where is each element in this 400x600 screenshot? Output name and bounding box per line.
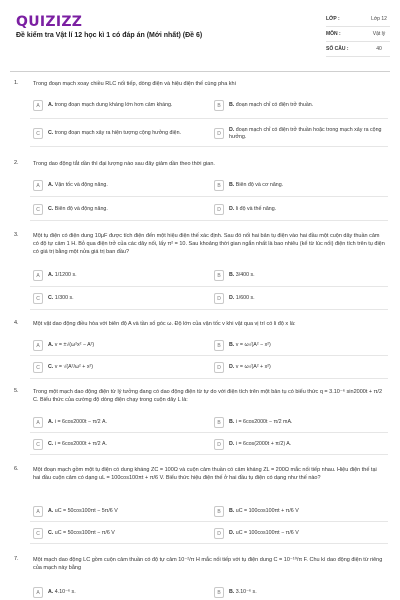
question-number: 7. bbox=[14, 556, 19, 562]
option-d[interactable] bbox=[214, 526, 384, 541]
question-text: Một mạch dao động LC gồm cuộn cảm thuần có độ tự cảm 10⁻²/π H mắc nối tiếp với tụ điện dung C = 10⁻¹⁰/π F. Chu kì dao động điện từ riêng của mạch này bằng bbox=[33, 557, 383, 571]
option-d[interactable] bbox=[214, 202, 384, 217]
option-b[interactable] bbox=[214, 98, 384, 113]
option-letter-badge: A bbox=[33, 270, 43, 281]
header-divider bbox=[10, 71, 390, 72]
option-label: C. bbox=[48, 295, 54, 301]
option-separator bbox=[30, 196, 388, 197]
option-label: D. bbox=[229, 295, 235, 301]
option-a[interactable] bbox=[33, 585, 193, 600]
option-separator bbox=[30, 118, 388, 119]
option-label: D. bbox=[229, 441, 235, 447]
option-letter-badge: A bbox=[33, 417, 43, 428]
option-separator bbox=[30, 309, 388, 310]
meta-row-grade bbox=[326, 12, 390, 27]
page-header bbox=[0, 0, 400, 70]
meta-info bbox=[326, 12, 390, 57]
option-letter-badge: D bbox=[214, 439, 224, 450]
option-b[interactable] bbox=[214, 338, 384, 353]
option-label: D. bbox=[229, 126, 235, 133]
option-a[interactable] bbox=[33, 415, 193, 430]
option-text: trong đoạn mạch dung kháng lớn hơn cảm kháng. bbox=[54, 102, 173, 108]
option-text: Biên độ và cơ năng. bbox=[235, 182, 284, 188]
option-text: đoạn mạch chỉ có điện trở thuần. bbox=[235, 102, 314, 108]
option-label: B. bbox=[229, 508, 235, 514]
option-a[interactable] bbox=[33, 178, 193, 193]
option-c[interactable] bbox=[33, 360, 193, 375]
option-separator bbox=[30, 521, 388, 522]
question-text: Một tụ điện có điện dung 10μF được tích điện đến một hiệu điện thế xác định. Sau đó nối hai bản tụ điện vào hai đầu một cuộn dây thuần cảm có độ tự cảm 1 H. Bỏ qua điện trở của các dây nối, lấy π² = 10. Sau khoảng thời gian ngắn nhất là bao nhiêu (kể từ lúc nối) điện tích trên tụ điện có giá trị bằng một nửa giá trị ban đầu? bbox=[33, 233, 385, 255]
option-label: C. bbox=[48, 530, 54, 536]
option-text: uC = 100cos100πt + π/6 V bbox=[235, 508, 299, 514]
option-text: i = 6cos2000t − π/2 mA. bbox=[235, 419, 293, 425]
option-label: A. bbox=[48, 342, 54, 348]
option-letter-badge: C bbox=[33, 439, 43, 450]
question-number: 3. bbox=[14, 232, 19, 238]
option-d[interactable] bbox=[214, 291, 384, 306]
question-number: 2. bbox=[14, 160, 19, 166]
option-separator bbox=[30, 146, 388, 147]
meta-key: MÔN : bbox=[326, 31, 341, 37]
question-number: 1. bbox=[14, 80, 19, 86]
option-label: A. bbox=[48, 589, 54, 595]
option-text: 1/1200 s. bbox=[54, 272, 77, 278]
option-letter-badge: D bbox=[214, 362, 224, 373]
option-letter-badge: C bbox=[33, 204, 43, 215]
option-text: li độ và thế năng. bbox=[235, 206, 277, 212]
option-text: đoạn mạch chỉ có điện trở thuần hoặc trong mạch xảy ra cộng hưởng. bbox=[229, 126, 382, 140]
option-c[interactable] bbox=[33, 126, 193, 141]
option-text: v = ω√(A² + x²) bbox=[235, 364, 271, 370]
question-text: Một vật dao động điều hòa với biên độ A và tần số góc ω. Độ lớn của vận tốc v khi vật qua vị trí có li độ x là: bbox=[33, 321, 296, 327]
option-text: v = √(A²/ω² + x²) bbox=[54, 364, 94, 370]
option-text: uC = 50cos100πt − π/6 V bbox=[54, 530, 115, 536]
option-text: uC = 50cos100πt − 5π/6 V bbox=[54, 508, 118, 514]
option-a[interactable] bbox=[33, 268, 193, 283]
option-letter-badge: C bbox=[33, 128, 43, 139]
meta-row-subject bbox=[326, 27, 390, 42]
option-d[interactable] bbox=[214, 360, 384, 375]
meta-value: Vật lý bbox=[372, 31, 386, 37]
option-letter-badge: B bbox=[214, 417, 224, 428]
option-separator bbox=[30, 286, 388, 287]
option-label: D. bbox=[229, 206, 235, 212]
option-c[interactable] bbox=[33, 437, 193, 452]
option-letter-badge: B bbox=[214, 270, 224, 281]
option-label: B. bbox=[229, 342, 235, 348]
question-text: Một đoạn mạch gồm một tụ điện có dung kháng ZC = 100Ω và cuộn cảm thuần có cảm kháng ZL = 200Ω mắc nối tiếp nhau. Hiệu điện thế tại hai đầu cuộn cảm có dạng uL = 100cos100πt + π/6 V. Biểu thức hiệu điện thế ở hai đầu tụ điện có dạng như thế nào? bbox=[33, 467, 377, 481]
question-text: Trong đoạn mạch xoay chiều RLC nối tiếp, dòng điện và hiệu điện thế cùng pha khi bbox=[33, 81, 236, 87]
option-b[interactable] bbox=[214, 504, 384, 519]
option-label: A. bbox=[48, 508, 54, 514]
option-text: 1/300 s. bbox=[54, 295, 74, 301]
question-text: Trong một mạch dao động điện từ lý tưởng đang có dao động điện từ tự do với điện tích trên một bản tụ có biểu thức q = 3.10⁻⁶ sin2000t + π/2 C. Biểu thức của cường độ dòng điện chạy trong cuộn dây L là: bbox=[33, 389, 383, 403]
question-number: 5. bbox=[14, 388, 19, 394]
option-label: A. bbox=[48, 419, 54, 425]
option-letter-badge: D bbox=[214, 204, 224, 215]
option-a[interactable] bbox=[33, 338, 193, 353]
option-c[interactable] bbox=[33, 526, 193, 541]
option-separator bbox=[30, 432, 388, 433]
option-b[interactable] bbox=[214, 415, 384, 430]
option-label: A. bbox=[48, 102, 54, 108]
question-number: 4. bbox=[14, 320, 19, 326]
option-letter-badge: D bbox=[214, 528, 224, 539]
option-d[interactable] bbox=[214, 126, 384, 141]
option-b[interactable] bbox=[214, 268, 384, 283]
option-text: 4.10⁻⁶ s. bbox=[54, 589, 76, 595]
option-label: B. bbox=[229, 419, 235, 425]
question-text: Trong dao động tắt dần thì đại lượng nào sau đây giảm dần theo thời gian. bbox=[33, 161, 215, 167]
option-c[interactable] bbox=[33, 202, 193, 217]
option-text: i = 6cos2000t + π/2 A. bbox=[54, 441, 108, 447]
meta-row-count bbox=[326, 42, 390, 57]
option-letter-badge: A bbox=[33, 587, 43, 598]
option-text: uC = 100cos100πt − π/6 V bbox=[235, 530, 299, 536]
option-separator bbox=[30, 454, 388, 455]
option-label: B. bbox=[229, 589, 235, 595]
option-letter-badge: D bbox=[214, 293, 224, 304]
option-separator bbox=[30, 355, 388, 356]
option-label: C. bbox=[48, 206, 54, 212]
option-label: D. bbox=[229, 530, 235, 536]
question-number: 6. bbox=[14, 466, 19, 472]
option-separator bbox=[30, 220, 388, 221]
option-text: 3/400 s. bbox=[235, 272, 255, 278]
option-letter-badge: B bbox=[214, 506, 224, 517]
option-letter-badge: B bbox=[214, 100, 224, 111]
meta-key: SỐ CÂU : bbox=[326, 46, 349, 52]
option-a[interactable] bbox=[33, 504, 193, 519]
option-letter-badge: A bbox=[33, 506, 43, 517]
option-c[interactable] bbox=[33, 291, 193, 306]
option-text: Biên độ và động năng. bbox=[54, 206, 108, 212]
option-letter-badge: C bbox=[33, 528, 43, 539]
option-label: C. bbox=[48, 364, 54, 370]
option-letter-badge: C bbox=[33, 362, 43, 373]
meta-value: Lớp 12 bbox=[371, 16, 387, 22]
option-letter-badge: B bbox=[214, 180, 224, 191]
option-letter-badge: D bbox=[214, 128, 224, 139]
option-text: i = 6cos(2000t + π/2) A. bbox=[235, 441, 292, 447]
option-b[interactable] bbox=[214, 585, 384, 600]
option-separator bbox=[30, 378, 388, 379]
option-d[interactable] bbox=[214, 437, 384, 452]
quizizz-logo: QUIZIZZ bbox=[16, 14, 83, 30]
option-letter-badge: B bbox=[214, 340, 224, 351]
option-text: v = ±√(ω²x² − A²) bbox=[54, 342, 95, 348]
option-label: B. bbox=[229, 272, 235, 278]
option-text: i = 6cos2000t − π/2 A. bbox=[54, 419, 108, 425]
option-label: A. bbox=[48, 182, 54, 188]
option-a[interactable] bbox=[33, 98, 193, 113]
option-letter-badge: A bbox=[33, 340, 43, 351]
meta-value: 40 bbox=[376, 46, 382, 52]
option-label: D. bbox=[229, 364, 235, 370]
option-text: Vận tốc và động năng. bbox=[54, 182, 108, 188]
option-label: C. bbox=[48, 130, 54, 136]
option-letter-badge: A bbox=[33, 180, 43, 191]
option-label: A. bbox=[48, 272, 54, 278]
option-text: trong đoạn mạch xảy ra hiện tượng cộng hưởng điện. bbox=[54, 130, 182, 136]
meta-key: LỚP : bbox=[326, 16, 340, 22]
option-text: 3.10⁻⁶ s. bbox=[235, 589, 257, 595]
page-title: Đề kiểm tra Vật lí 12 học kì 1 có đáp án (Mới nhất) (Đề 6) bbox=[16, 32, 203, 39]
option-label: B. bbox=[229, 182, 235, 188]
option-label: B. bbox=[229, 102, 235, 108]
option-label: C. bbox=[48, 441, 54, 447]
option-b[interactable] bbox=[214, 178, 384, 193]
option-text: 1/600 s. bbox=[235, 295, 255, 301]
option-letter-badge: B bbox=[214, 587, 224, 598]
option-separator bbox=[30, 543, 388, 544]
option-letter-badge: A bbox=[33, 100, 43, 111]
option-letter-badge: C bbox=[33, 293, 43, 304]
option-text: v = ω√(A² − x²) bbox=[235, 342, 271, 348]
